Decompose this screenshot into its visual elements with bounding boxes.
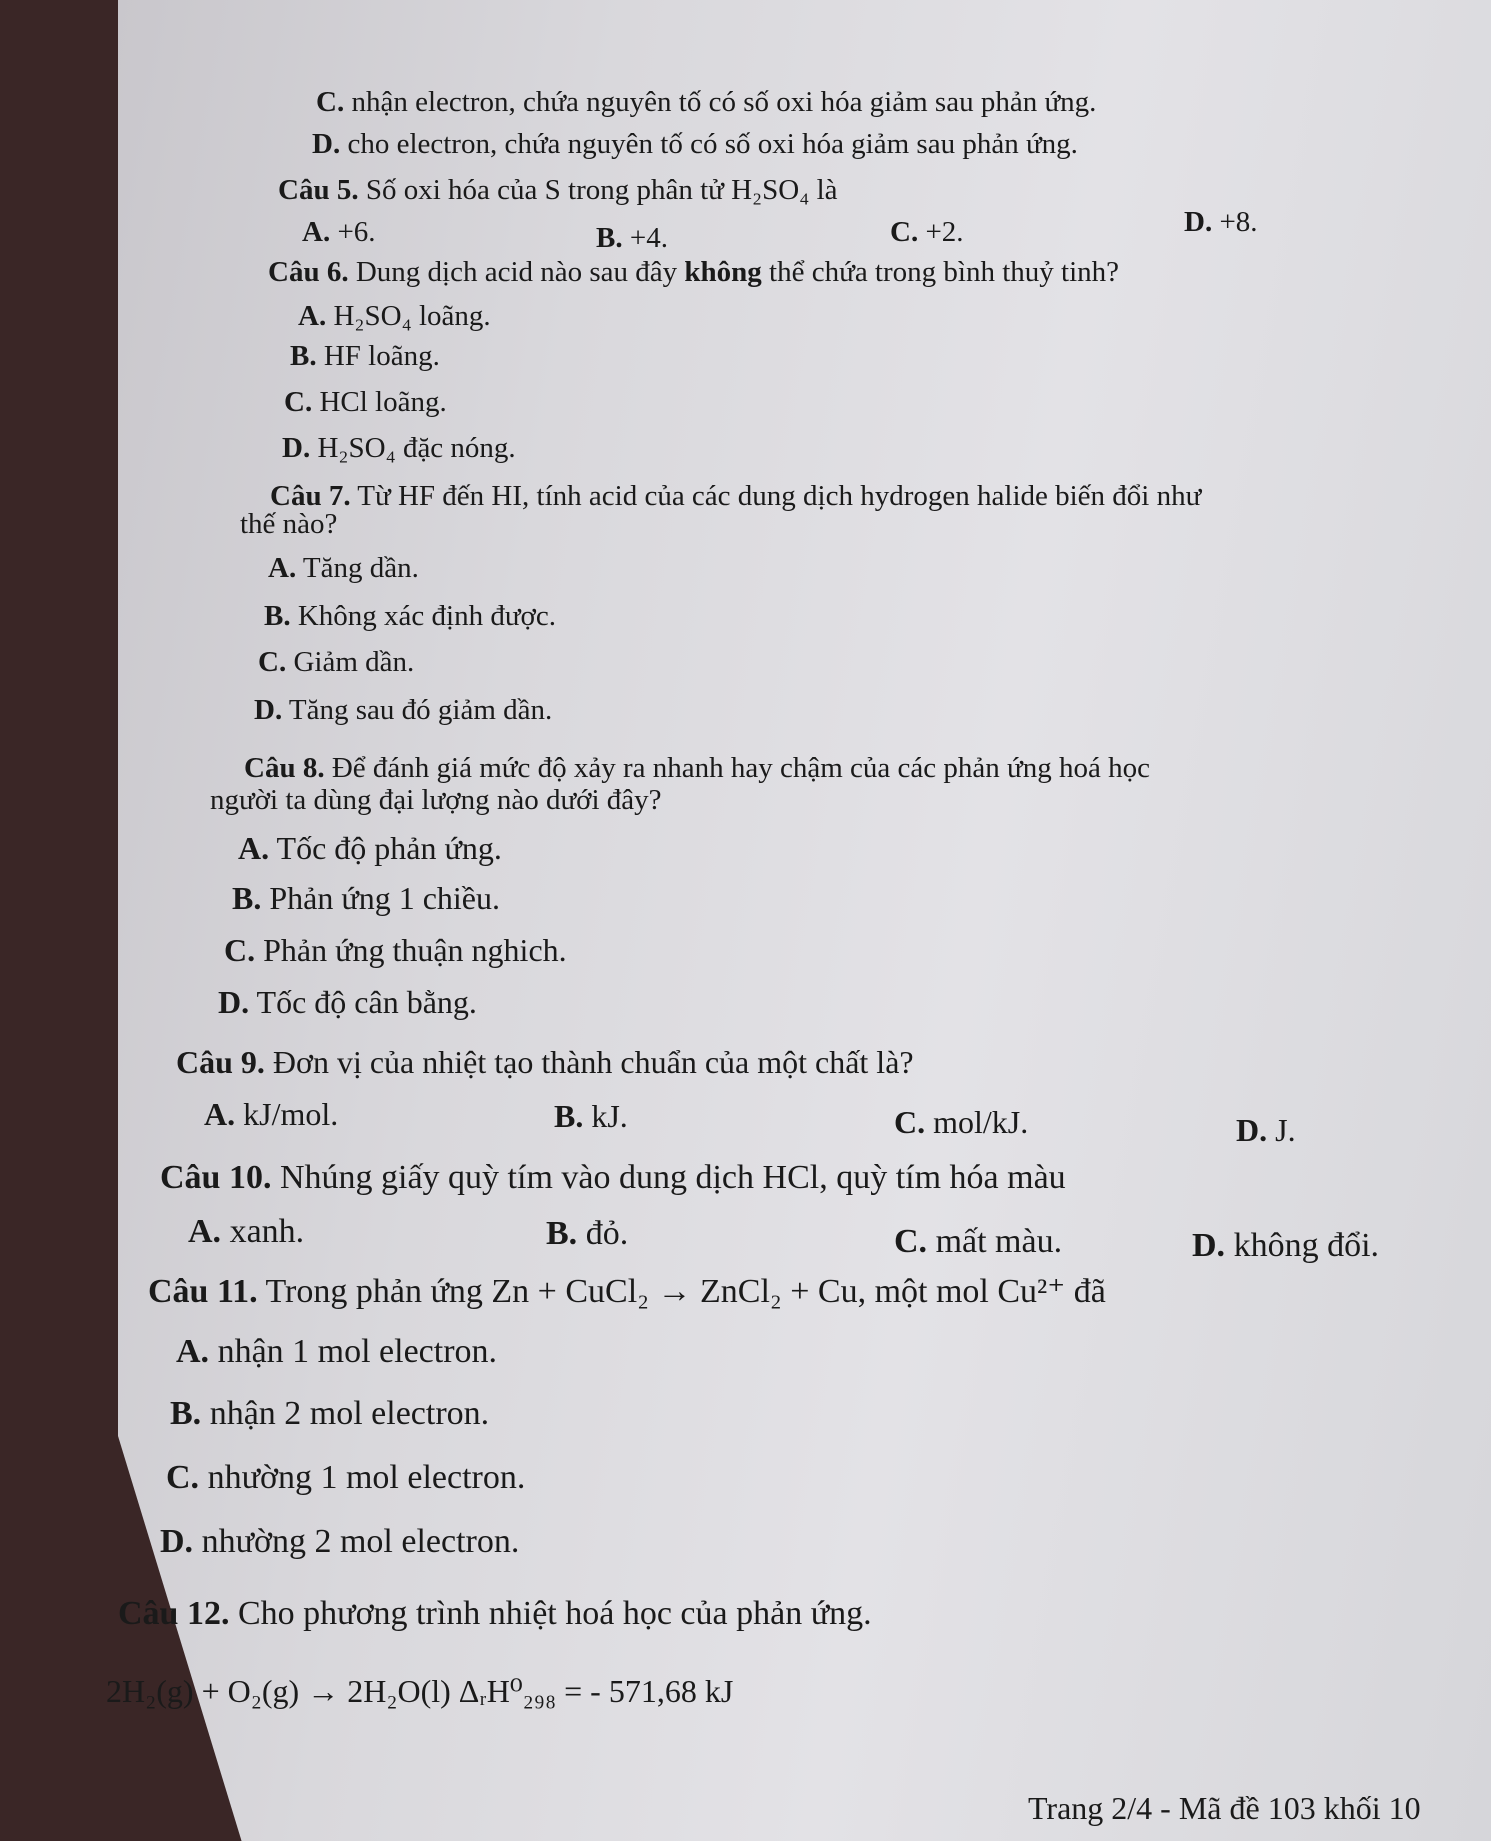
q10-option-d: D. không đổi. bbox=[1192, 1227, 1380, 1264]
q10-option-a: A. xanh. bbox=[188, 1213, 305, 1250]
q7-question-cont: thế nào? bbox=[240, 508, 338, 540]
q10-option-b: B. đỏ. bbox=[546, 1215, 629, 1252]
q8-question: Câu 8. Để đánh giá mức độ xảy ra nhanh hay chậm của các phản ứng hoá học bbox=[244, 752, 1150, 784]
q12-question: Câu 12. Cho phương trình nhiệt hoá học của phản ứng. bbox=[118, 1595, 872, 1632]
q7-question: Câu 7. Từ HF đến HI, tính acid của các dung dịch hydrogen halide biến đổi như bbox=[270, 480, 1202, 512]
q7-option-a: A. Tăng dần. bbox=[268, 552, 419, 584]
q5-option-a: A. +6. bbox=[302, 216, 376, 248]
q10-option-c: C. mất màu. bbox=[894, 1223, 1063, 1260]
q4-option-c: C. nhận electron, chứa nguyên tố có số oxi hóa giảm sau phản ứng. bbox=[316, 86, 1097, 118]
q6-option-a: A. H₂SO₄ loãng. bbox=[298, 300, 491, 332]
q5-option-b: B. +4. bbox=[596, 222, 668, 254]
q9-question: Câu 9. Đơn vị của nhiệt tạo thành chuẩn của một chất là? bbox=[176, 1044, 914, 1080]
q7-option-b: B. Không xác định được. bbox=[264, 600, 557, 632]
q11-option-a: A. nhận 1 mol electron. bbox=[176, 1333, 498, 1370]
q10-question: Câu 10. Nhúng giấy quỳ tím vào dung dịch HCl, quỳ tím hóa màu bbox=[160, 1159, 1066, 1196]
q9-option-d: D. J. bbox=[1236, 1112, 1296, 1148]
q9-option-b: B. kJ. bbox=[554, 1098, 628, 1134]
q6-option-b: B. HF loãng. bbox=[290, 340, 440, 372]
page-footer: Trang 2/4 - Mã đề 103 khối 10 bbox=[1028, 1790, 1421, 1826]
q7-option-d: D. Tăng sau đó giảm dần. bbox=[254, 694, 553, 726]
q8-option-d: D. Tốc độ cân bằng. bbox=[218, 984, 477, 1020]
q5-question: Câu 5. Số oxi hóa của S trong phân tử H₂SO₄ là bbox=[278, 174, 838, 206]
q7-option-c: C. Giảm dần. bbox=[258, 646, 415, 678]
q4-option-d: D. cho electron, chứa nguyên tố có số oxi hóa giảm sau phản ứng. bbox=[312, 128, 1078, 160]
q8-option-a: A. Tốc độ phản ứng. bbox=[238, 830, 502, 866]
q12-thermochemical-equation: 2H₂(g) + O₂(g) → 2H₂O(l) ΔᵣH⁰₂₉₈ = - 571,68 kJ bbox=[106, 1673, 734, 1709]
q8-question-cont: người ta dùng đại lượng nào dưới đây? bbox=[210, 784, 662, 816]
q11-option-c: C. nhường 1 mol electron. bbox=[166, 1459, 526, 1496]
q9-option-c: C. mol/kJ. bbox=[894, 1104, 1029, 1140]
q6-option-c: C. HCl loãng. bbox=[284, 386, 447, 418]
q9-option-a: A. kJ/mol. bbox=[204, 1096, 339, 1132]
q8-option-b: B. Phản ứng 1 chiều. bbox=[232, 880, 500, 916]
q6-question: Câu 6. Dung dịch acid nào sau đây không thể chứa trong bình thuỷ tinh? bbox=[268, 256, 1120, 288]
q5-option-c: C. +2. bbox=[890, 216, 964, 248]
q11-question: Câu 11. Trong phản ứng Zn + CuCl₂ → ZnCl₂ + Cu, một mol Cu²⁺ đã bbox=[148, 1273, 1106, 1310]
q8-option-c: C. Phản ứng thuận nghich. bbox=[224, 932, 567, 968]
q11-option-b: B. nhận 2 mol electron. bbox=[170, 1395, 490, 1432]
q5-option-d: D. +8. bbox=[1184, 206, 1258, 238]
q11-option-d: D. nhường 2 mol electron. bbox=[160, 1523, 520, 1560]
q6-option-d: D. H₂SO₄ đặc nóng. bbox=[282, 432, 516, 464]
